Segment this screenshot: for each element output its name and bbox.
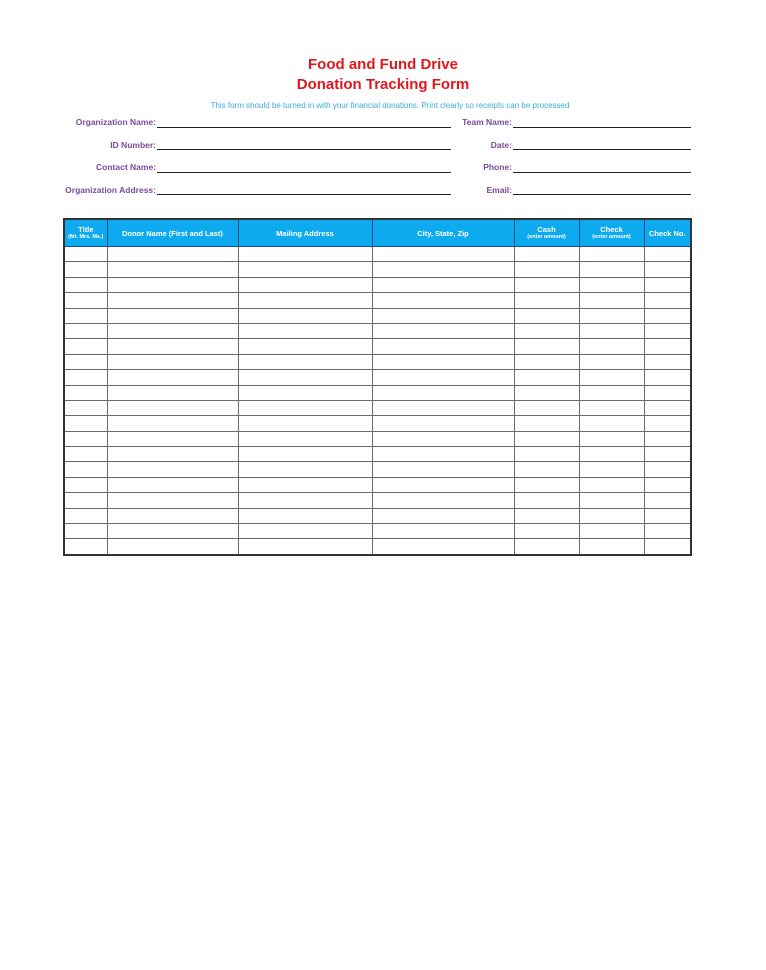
- table-cell[interactable]: [514, 277, 579, 292]
- table-cell[interactable]: [644, 262, 691, 277]
- table-cell[interactable]: [107, 385, 238, 400]
- table-cell[interactable]: [64, 431, 107, 446]
- table-cell[interactable]: [579, 262, 644, 277]
- table-cell[interactable]: [64, 400, 107, 415]
- table-cell[interactable]: [644, 416, 691, 431]
- table-cell[interactable]: [514, 339, 579, 354]
- table-cell[interactable]: [238, 385, 372, 400]
- table-cell[interactable]: [64, 493, 107, 508]
- col-header-title: Title (Mr. Mrs. Ms.): [64, 219, 107, 247]
- table-cell[interactable]: [514, 508, 579, 523]
- table-cell[interactable]: [238, 524, 372, 539]
- table-cell[interactable]: [644, 447, 691, 462]
- table-cell[interactable]: [579, 400, 644, 415]
- table-cell[interactable]: [514, 262, 579, 277]
- table-cell[interactable]: [579, 247, 644, 262]
- table-cell[interactable]: [238, 400, 372, 415]
- table-row: [64, 370, 691, 385]
- table-cell[interactable]: [372, 354, 514, 369]
- table-row: [64, 462, 691, 477]
- table-cell[interactable]: [238, 277, 372, 292]
- table-cell[interactable]: [644, 524, 691, 539]
- table-cell[interactable]: [644, 508, 691, 523]
- col-header-mailing-address: Mailing Address: [238, 219, 372, 247]
- table-cell[interactable]: [64, 416, 107, 431]
- table-cell[interactable]: [238, 247, 372, 262]
- table-cell[interactable]: [579, 431, 644, 446]
- table-cell[interactable]: [107, 277, 238, 292]
- email-field[interactable]: [513, 194, 691, 195]
- table-cell[interactable]: [579, 308, 644, 323]
- table-cell[interactable]: [64, 539, 107, 555]
- table-cell[interactable]: [579, 323, 644, 338]
- table-cell[interactable]: [579, 293, 644, 308]
- table-cell[interactable]: [579, 339, 644, 354]
- table-row: [64, 477, 691, 492]
- table-cell[interactable]: [64, 462, 107, 477]
- organization-name-label-wrap: [40, 117, 156, 131]
- table-cell[interactable]: [514, 323, 579, 338]
- date-label: Date:: [490, 140, 512, 150]
- table-cell[interactable]: [579, 447, 644, 462]
- table-row: [64, 508, 691, 523]
- table-cell[interactable]: [107, 493, 238, 508]
- form-title-line2: Donation Tracking Form: [296, 76, 470, 93]
- table-cell[interactable]: [579, 524, 644, 539]
- table-cell[interactable]: [514, 354, 579, 369]
- table-cell[interactable]: [579, 277, 644, 292]
- table-cell[interactable]: [238, 416, 372, 431]
- table-cell[interactable]: [64, 293, 107, 308]
- id-number-label: ID Number:: [110, 140, 156, 150]
- table-row: [64, 308, 691, 323]
- organization-address-field[interactable]: [157, 194, 451, 195]
- table-row: [64, 277, 691, 292]
- table-cell[interactable]: [64, 447, 107, 462]
- table-cell[interactable]: [107, 323, 238, 338]
- organization-name-field[interactable]: [157, 127, 451, 128]
- table-row: [64, 293, 691, 308]
- table-cell[interactable]: [644, 400, 691, 415]
- table-cell[interactable]: [644, 462, 691, 477]
- table-cell[interactable]: [107, 508, 238, 523]
- table-row: [64, 247, 691, 262]
- table-cell[interactable]: [514, 477, 579, 492]
- table-cell[interactable]: [107, 247, 238, 262]
- table-cell[interactable]: [64, 277, 107, 292]
- phone-label-wrap: [440, 162, 512, 176]
- table-cell[interactable]: [372, 247, 514, 262]
- table-cell[interactable]: [372, 339, 514, 354]
- id-number-field[interactable]: [157, 149, 451, 150]
- date-field[interactable]: [513, 149, 691, 150]
- table-row: [64, 493, 691, 508]
- table-cell[interactable]: [64, 262, 107, 277]
- table-cell[interactable]: [372, 462, 514, 477]
- table-cell[interactable]: [579, 493, 644, 508]
- table-cell[interactable]: [514, 493, 579, 508]
- table-cell[interactable]: [107, 293, 238, 308]
- table-row: [64, 400, 691, 415]
- table-cell[interactable]: [107, 431, 238, 446]
- table-cell[interactable]: [238, 339, 372, 354]
- table-cell[interactable]: [644, 247, 691, 262]
- email-label-wrap: [440, 185, 512, 199]
- table-cell[interactable]: [644, 539, 691, 555]
- table-cell[interactable]: [372, 539, 514, 555]
- table-row: [64, 431, 691, 446]
- table-cell[interactable]: [64, 323, 107, 338]
- id-number-label-wrap: [40, 140, 156, 154]
- table-cell[interactable]: [579, 462, 644, 477]
- date-label-wrap: [440, 140, 512, 154]
- table-cell[interactable]: [372, 416, 514, 431]
- table-cell[interactable]: [107, 539, 238, 555]
- table-cell[interactable]: [514, 416, 579, 431]
- table-cell[interactable]: [107, 524, 238, 539]
- table-cell[interactable]: [107, 354, 238, 369]
- table-cell[interactable]: [644, 354, 691, 369]
- table-cell[interactable]: [579, 370, 644, 385]
- phone-label: Phone:: [483, 162, 512, 172]
- table-cell[interactable]: [238, 462, 372, 477]
- table-cell[interactable]: [644, 293, 691, 308]
- table-cell[interactable]: [372, 493, 514, 508]
- table-cell[interactable]: [644, 308, 691, 323]
- table-cell[interactable]: [514, 539, 579, 555]
- phone-field[interactable]: [513, 172, 691, 173]
- table-cell[interactable]: [238, 508, 372, 523]
- table-cell[interactable]: [644, 323, 691, 338]
- table-cell[interactable]: [514, 370, 579, 385]
- team-name-field[interactable]: [513, 127, 691, 128]
- contact-name-label: Contact Name:: [96, 162, 156, 172]
- table-cell[interactable]: [238, 477, 372, 492]
- table-cell[interactable]: [107, 416, 238, 431]
- col-header-donor-name: Donor Name (First and Last): [107, 219, 238, 247]
- table-cell[interactable]: [372, 524, 514, 539]
- table-row: [64, 354, 691, 369]
- table-cell[interactable]: [64, 339, 107, 354]
- table-cell[interactable]: [514, 447, 579, 462]
- table-cell[interactable]: [372, 447, 514, 462]
- table-row: [64, 539, 691, 555]
- table-row: [64, 447, 691, 462]
- table-cell[interactable]: [372, 370, 514, 385]
- table-cell[interactable]: [107, 308, 238, 323]
- table-cell[interactable]: [238, 262, 372, 277]
- table-cell[interactable]: [238, 354, 372, 369]
- table-cell[interactable]: [64, 477, 107, 492]
- table-cell[interactable]: [514, 462, 579, 477]
- table-cell[interactable]: [514, 400, 579, 415]
- table-row: [64, 339, 691, 354]
- table-cell[interactable]: [372, 400, 514, 415]
- col-header-check: Check (enter amount): [579, 219, 644, 247]
- table-cell[interactable]: [372, 277, 514, 292]
- team-name-label: Team Name:: [462, 117, 512, 127]
- table-cell[interactable]: [644, 431, 691, 446]
- table-cell[interactable]: [372, 508, 514, 523]
- table-row: [64, 385, 691, 400]
- table-cell[interactable]: [64, 385, 107, 400]
- table-cell[interactable]: [64, 247, 107, 262]
- table-cell[interactable]: [238, 370, 372, 385]
- table-cell[interactable]: [644, 339, 691, 354]
- table-cell[interactable]: [514, 385, 579, 400]
- table-cell[interactable]: [64, 354, 107, 369]
- table-cell[interactable]: [644, 370, 691, 385]
- table-cell[interactable]: [372, 477, 514, 492]
- table-cell[interactable]: [107, 462, 238, 477]
- organization-address-label-wrap: [40, 185, 156, 199]
- table-body: [64, 247, 691, 555]
- table-cell[interactable]: [107, 339, 238, 354]
- col-header-check-no: Check No.: [644, 219, 691, 247]
- table-cell[interactable]: [107, 447, 238, 462]
- table-cell[interactable]: [238, 323, 372, 338]
- team-name-label-wrap: [440, 117, 512, 131]
- table-cell[interactable]: [372, 431, 514, 446]
- table-row: [64, 524, 691, 539]
- table-cell[interactable]: [514, 308, 579, 323]
- table-cell[interactable]: [514, 524, 579, 539]
- table-row: [64, 416, 691, 431]
- table-cell[interactable]: [644, 493, 691, 508]
- table-cell[interactable]: [579, 477, 644, 492]
- contact-name-label-wrap: [40, 162, 156, 176]
- table-cell[interactable]: [372, 385, 514, 400]
- table-cell[interactable]: [238, 539, 372, 555]
- table-cell[interactable]: [514, 247, 579, 262]
- table-cell[interactable]: [579, 385, 644, 400]
- table-cell[interactable]: [107, 370, 238, 385]
- table-cell[interactable]: [238, 431, 372, 446]
- table-cell[interactable]: [644, 477, 691, 492]
- contact-name-field[interactable]: [157, 172, 451, 173]
- table-cell[interactable]: [579, 508, 644, 523]
- instructions-text: This form should be turned in with your financial donations. Print clearly so receipts can be processed: [210, 101, 570, 110]
- table-cell[interactable]: [644, 385, 691, 400]
- table-cell[interactable]: [64, 370, 107, 385]
- table-cell[interactable]: [372, 323, 514, 338]
- table-row: [64, 323, 691, 338]
- organization-address-label: Organization Address:: [65, 185, 156, 195]
- table-header-row: [64, 219, 691, 247]
- table-cell[interactable]: [644, 277, 691, 292]
- table-cell[interactable]: [64, 308, 107, 323]
- table-cell[interactable]: [64, 508, 107, 523]
- table-row: [64, 262, 691, 277]
- table-cell[interactable]: [514, 293, 579, 308]
- table-cell[interactable]: [107, 477, 238, 492]
- table-cell[interactable]: [238, 493, 372, 508]
- table-cell[interactable]: [579, 354, 644, 369]
- table-cell[interactable]: [238, 308, 372, 323]
- table-cell[interactable]: [579, 416, 644, 431]
- table-cell[interactable]: [579, 539, 644, 555]
- table-cell[interactable]: [238, 293, 372, 308]
- table-cell[interactable]: [514, 431, 579, 446]
- table-cell[interactable]: [372, 293, 514, 308]
- email-label: Email:: [486, 185, 512, 195]
- table-cell[interactable]: [372, 308, 514, 323]
- table-cell[interactable]: [107, 262, 238, 277]
- table-cell[interactable]: [238, 447, 372, 462]
- col-header-city-state-zip: City, State, Zip: [372, 219, 514, 247]
- organization-name-label: Organization Name:: [75, 117, 156, 127]
- table-cell[interactable]: [64, 524, 107, 539]
- donation-table: [63, 218, 692, 556]
- form-title-line1: Food and Fund Drive: [308, 56, 458, 73]
- table-cell[interactable]: [372, 262, 514, 277]
- col-header-cash: Cash (enter amount): [514, 219, 579, 247]
- table-cell[interactable]: [107, 400, 238, 415]
